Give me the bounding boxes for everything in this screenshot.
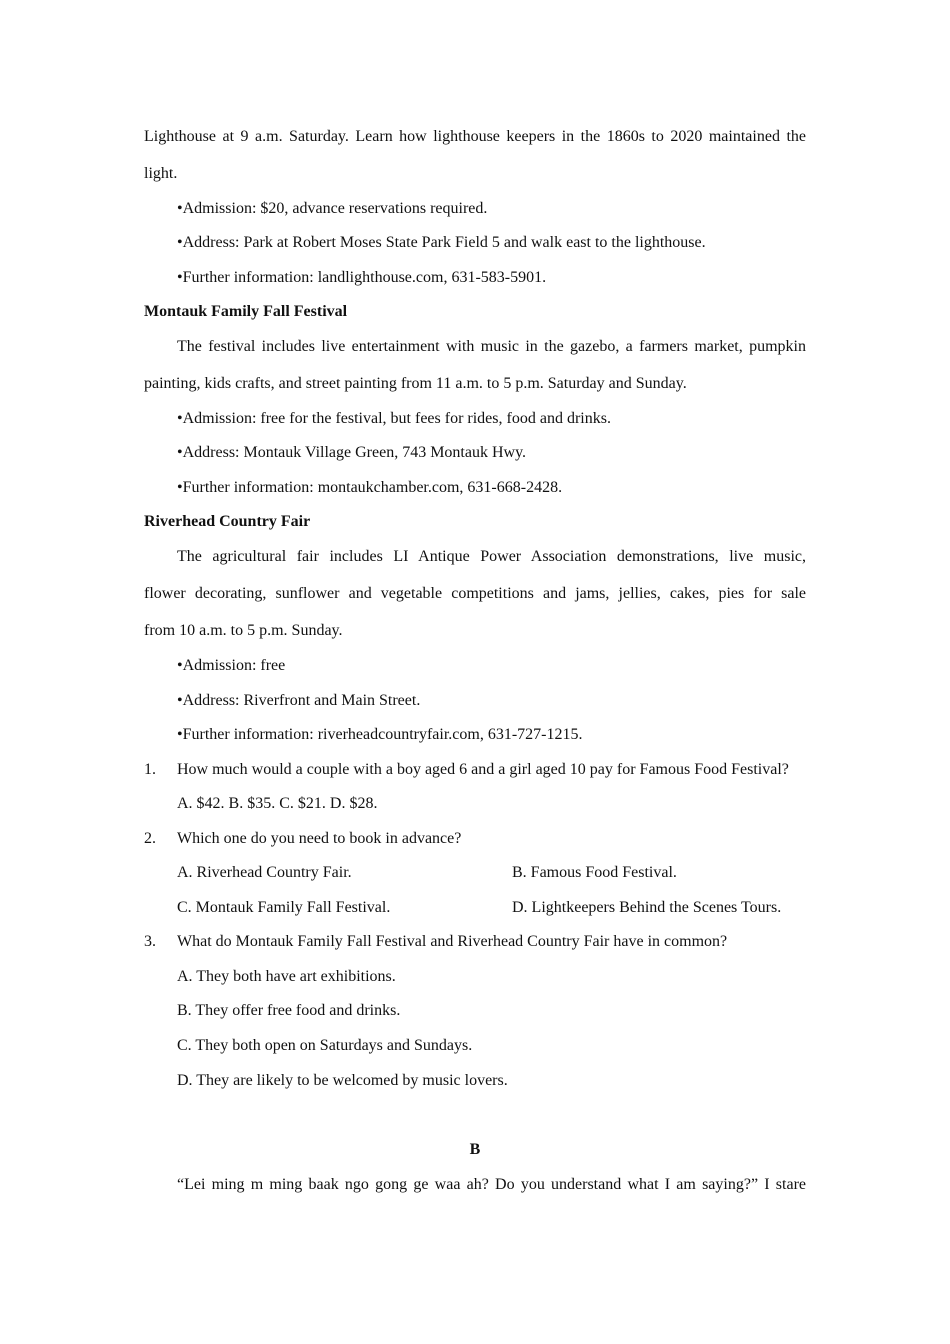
montauk-info: •Further information: montaukchamber.com, 631-668-2428. [177, 479, 563, 496]
question-3-option-b: B. They offer free food and drinks. [177, 1002, 401, 1019]
montauk-paragraph-line-1: The festival includes live entertainment with music in the gazebo, a farmers market, pumpkin [177, 338, 806, 355]
question-1-options: A. $42. B. $35. C. $21. D. $28. [177, 795, 378, 812]
question-2-option-d: D. Lightkeepers Behind the Scenes Tours. [512, 899, 782, 916]
riverhead-paragraph-line-3: from 10 a.m. to 5 p.m. Sunday. [144, 622, 343, 639]
question-2-number: 2. [144, 830, 156, 847]
riverhead-paragraph-line-1: The agricultural fair includes LI Antique Power Association demonstrations, live music, [177, 548, 806, 565]
riverhead-info: •Further information: riverheadcountryfair.com, 631-727-1215. [177, 726, 583, 743]
riverhead-address: •Address: Riverfront and Main Street. [177, 692, 421, 709]
question-1-text: How much would a couple with a boy aged 6 and a girl aged 10 pay for Famous Food Festival? [177, 761, 789, 778]
lighthouse-address: •Address: Park at Robert Moses State Park Field 5 and walk east to the lighthouse. [177, 234, 706, 251]
question-3-option-c: C. They both open on Saturdays and Sundays. [177, 1037, 473, 1054]
question-2-option-b: B. Famous Food Festival. [512, 864, 677, 881]
lighthouse-info: •Further information: landlighthouse.com, 631-583-5901. [177, 269, 547, 286]
question-2-option-a: A. Riverhead Country Fair. [177, 864, 352, 881]
question-3-text: What do Montauk Family Fall Festival and Riverhead Country Fair have in common? [177, 933, 728, 950]
lighthouse-paragraph-line-2: light. [144, 165, 178, 182]
lighthouse-paragraph-line-1: Lighthouse at 9 a.m. Saturday. Learn how lighthouse keepers in the 1860s to 2020 maintained the [144, 128, 806, 145]
section-b-heading: B [469, 1141, 481, 1158]
riverhead-paragraph-line-2: flower decorating, sunflower and vegetable competitions and jams, jellies, cakes, pies for sale [144, 585, 806, 602]
question-3-option-d: D. They are likely to be welcomed by music lovers. [177, 1072, 508, 1089]
montauk-address: •Address: Montauk Village Green, 743 Montauk Hwy. [177, 444, 527, 461]
montauk-title: Montauk Family Fall Festival [144, 303, 348, 320]
lighthouse-admission: •Admission: $20, advance reservations required. [177, 200, 488, 217]
section-b-first-line: “Lei ming m ming baak ngo gong ge waa ah? Do you understand what I am saying?” I stare [177, 1176, 806, 1193]
question-3-number: 3. [144, 933, 156, 950]
question-3-option-a: A. They both have art exhibitions. [177, 968, 396, 985]
montauk-paragraph-line-2: painting, kids crafts, and street painting from 11 a.m. to 5 p.m. Saturday and Sunday. [144, 375, 687, 392]
riverhead-title: Riverhead Country Fair [144, 513, 311, 530]
montauk-admission: •Admission: free for the festival, but fees for rides, food and drinks. [177, 410, 611, 427]
question-2-text: Which one do you need to book in advance? [177, 830, 462, 847]
question-2-option-c: C. Montauk Family Fall Festival. [177, 899, 391, 916]
riverhead-admission: •Admission: free [177, 657, 286, 674]
question-1-number: 1. [144, 761, 156, 778]
